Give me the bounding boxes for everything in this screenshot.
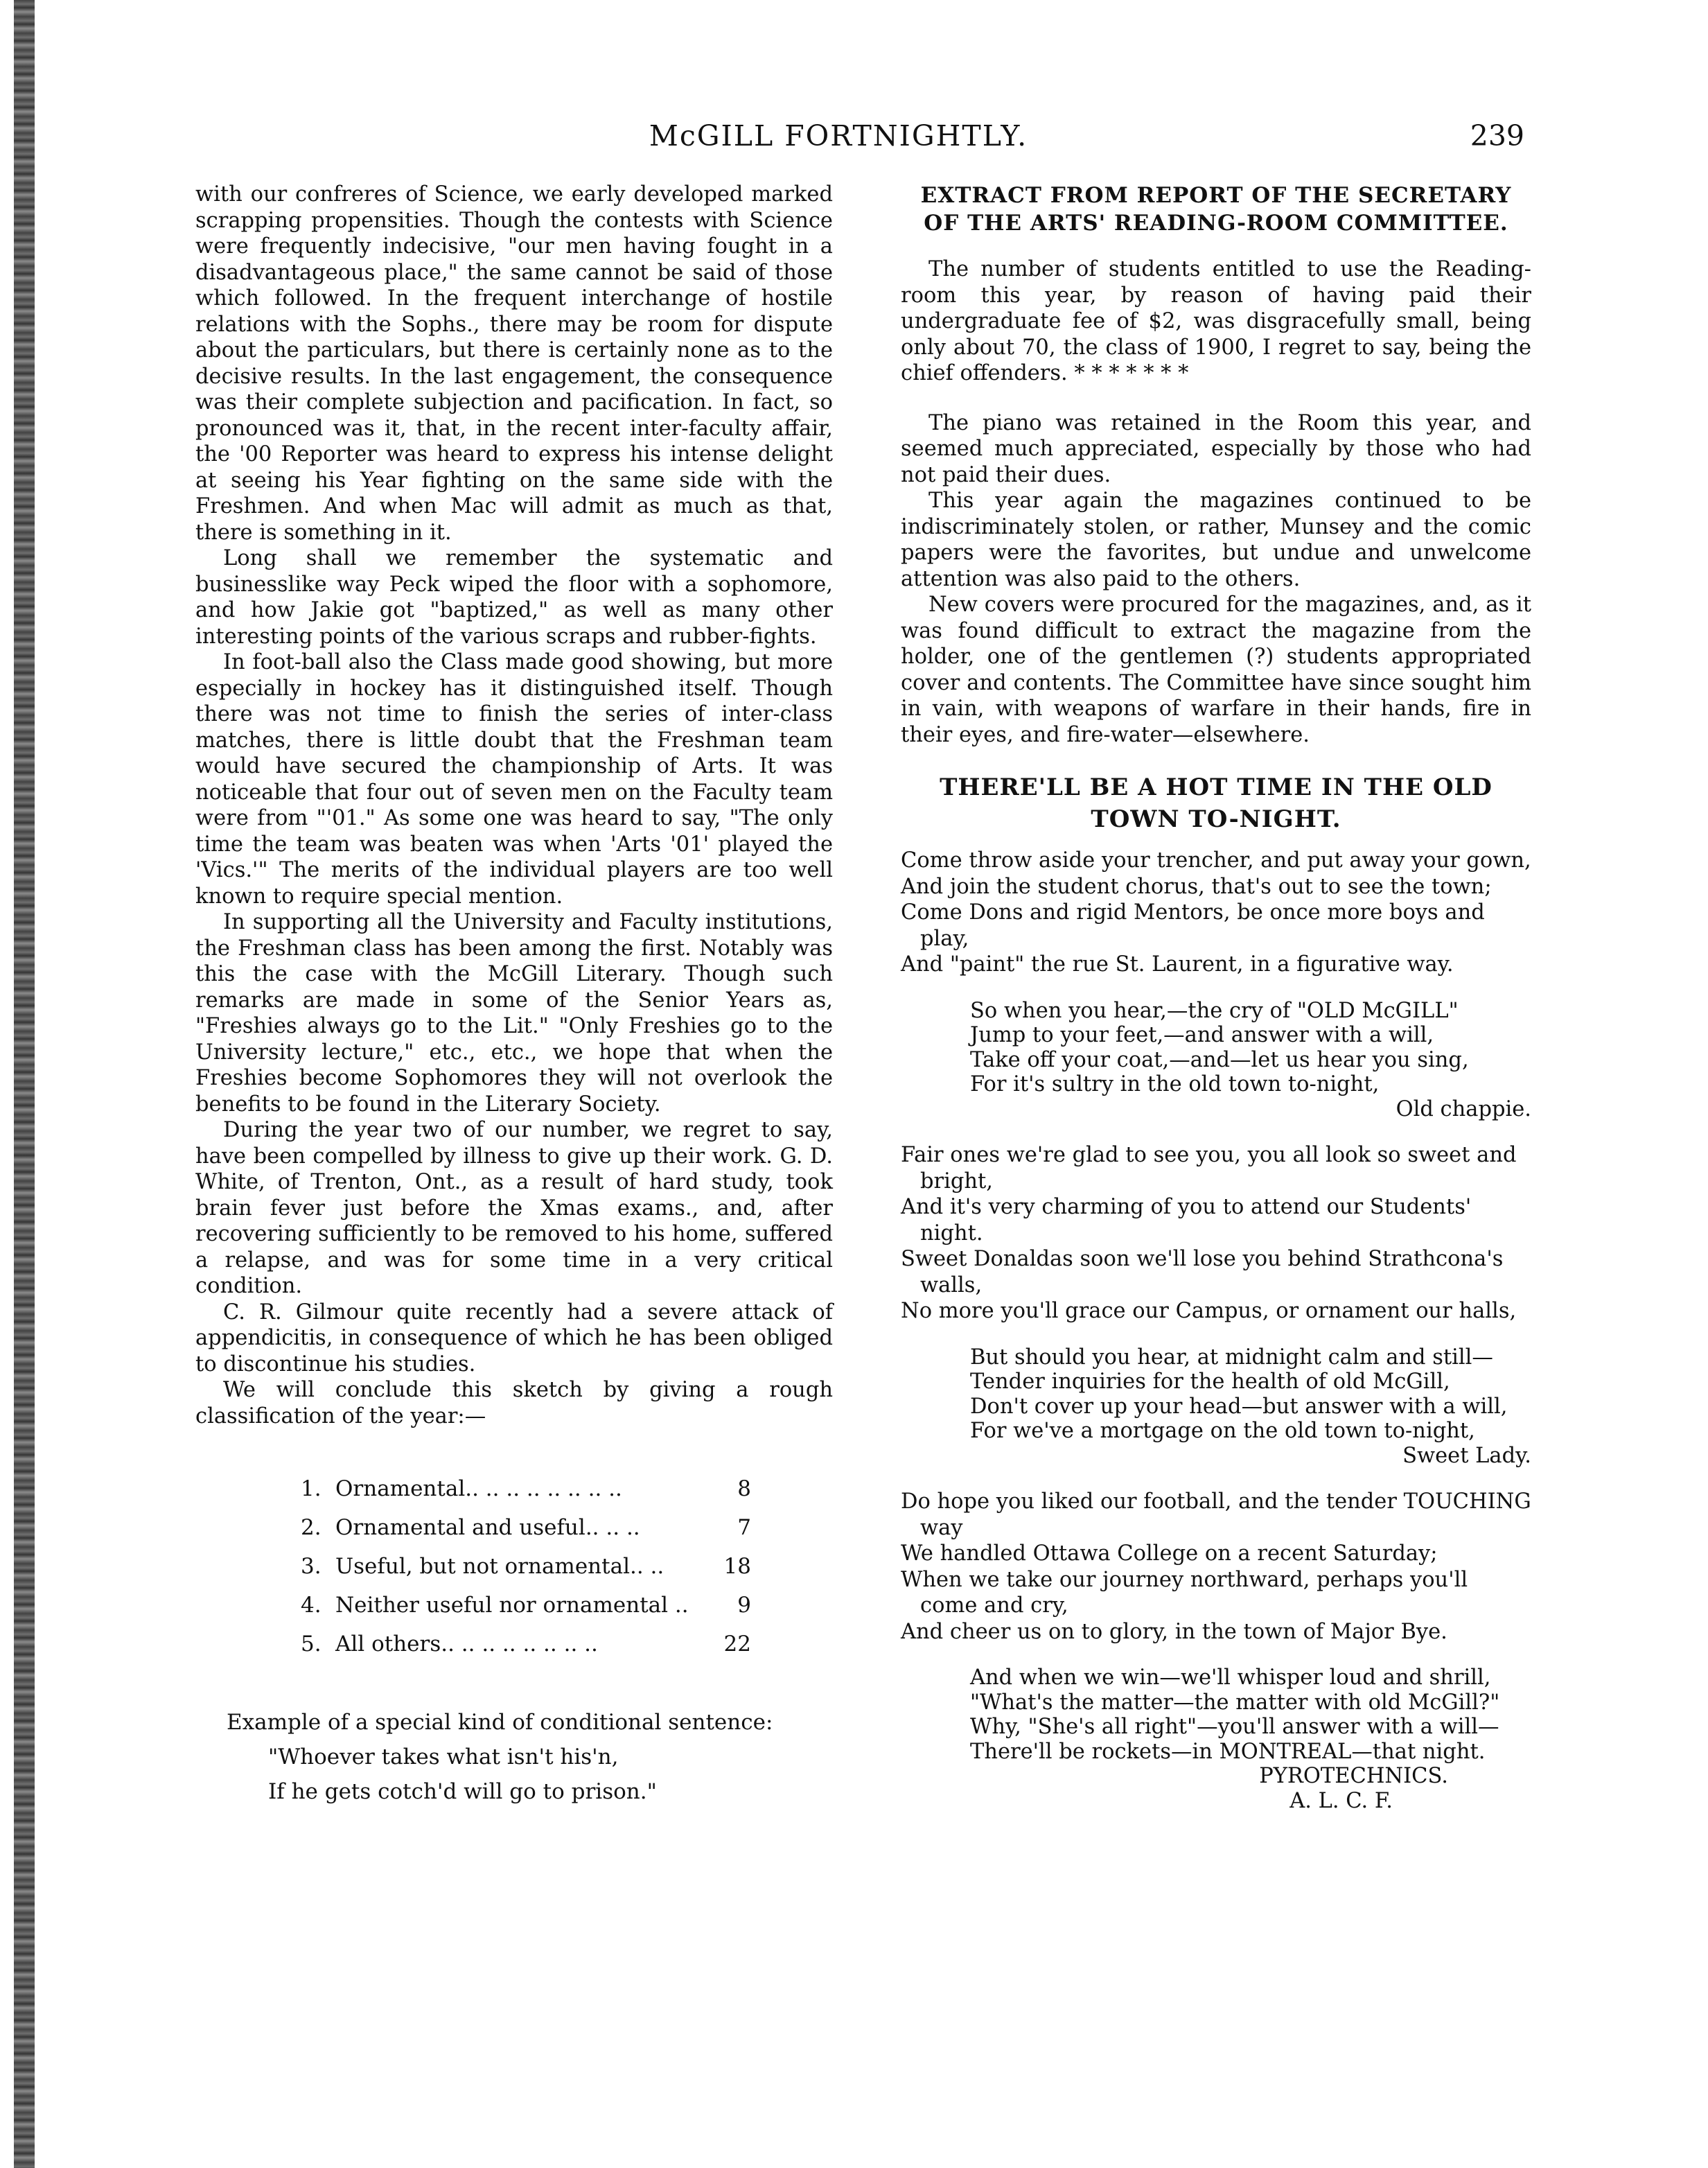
item-label: Neither useful nor ornamental .. (335, 1593, 689, 1618)
chorus-line: And when we win—we'll whisper loud and shrill, (970, 1666, 1491, 1690)
verse-line: And it's very charming of you to attend our Students' night. (901, 1195, 1472, 1245)
verse-3 (901, 1489, 1531, 1645)
verse-line: Come throw aside your trencher, and put away your gown, (901, 848, 1531, 873)
item-value: 8 (737, 1476, 751, 1501)
item-value: 18 (723, 1554, 751, 1579)
paragraph: During the year two of our number, we regret to say, have been compelled by illness to give up their work. G. D. White, of Trenton, Ont., as a result of hard study, took brain fever just before the Xmas exams., and, after recovering sufficiently to be removed to his home, suffered a relapse, and was for some time in a very critical condition. (195, 1118, 833, 1298)
verse-line: When we take our journey northward, perhaps you'll come and cry, (901, 1567, 1468, 1618)
list-item (301, 1586, 751, 1625)
verse-line: Come Dons and rigid Mentors, be once more boys and play, (901, 900, 1485, 951)
verse-line: We handled Ottawa College on a recent Saturday; (901, 1541, 1438, 1566)
verse-line: Sweet Donaldas soon we'll lose you behind Strathcona's walls, (901, 1247, 1504, 1297)
paragraph: Long shall we remember the systematic and businesslike way Peck wiped the floor with a sophomore, and how Jakie got "baptized," as well as many other interesting points of the various scraps and rubber-fights. (195, 546, 833, 649)
author-pseudonym: PYROTECHNICS. (1259, 1764, 1448, 1788)
chorus-line: There'll be rockets—in MONTREAL—that night. (970, 1739, 1486, 1764)
verse-1 (901, 848, 1531, 978)
scanned-page-edge (14, 0, 35, 2168)
chorus-1 (901, 999, 1531, 1122)
item-number: 1. (301, 1476, 322, 1501)
paragraph: This year again the magazines continued to be indiscriminately stolen, or rather, Munsey and the comic papers were the favorites, but undue and unwelcome attention was also paid to the others. (901, 489, 1531, 591)
classification-list (195, 1469, 833, 1663)
verse-line: And cheer us on to glory, in the town of Major Bye. (901, 1619, 1447, 1644)
list-item (301, 1625, 751, 1663)
item-number: 5. (301, 1632, 322, 1656)
example-line: If he gets cotch'd will go to prison." (268, 1779, 657, 1804)
page-number: 239 (1470, 119, 1524, 152)
chorus-line: So when you hear,—the cry of "OLD McGILL" (970, 998, 1459, 1023)
paragraph: In foot-ball also the Class made good showing, but more especially in hockey has it distinguished itself. Though there was not time to finish the series of inter-class matches, there is little doubt that the Freshman team would have secured the championship of Arts. It was noticeable that four out of seven men on the Faculty team were from "'01." As some one was heard to say, "The only time the team was beaten was when 'Arts '01' played the 'Vics.'" The merits of the individual players are too well known to require special mention. (195, 650, 833, 909)
item-number: 4. (301, 1593, 322, 1618)
list-item (301, 1508, 751, 1547)
item-value: 22 (723, 1632, 751, 1656)
item-label: All others.. .. .. .. .. .. .. .. (335, 1632, 598, 1656)
chorus-line: "What's the matter—the matter with old McGill?" (970, 1690, 1500, 1715)
paragraph: We will conclude this sketch by giving a rough classification of the year:— (195, 1378, 833, 1428)
report-heading: EXTRACT FROM REPORT OF THE SECRETARY OF THE ARTS' READING-ROOM COMMITTEE. (920, 183, 1512, 236)
list-item (301, 1469, 751, 1508)
verse-line: And join the student chorus, that's out to see the town; (901, 874, 1492, 899)
item-label: Ornamental.. .. .. .. .. .. .. .. (335, 1476, 622, 1501)
example-block (195, 1705, 833, 1809)
verse-2 (901, 1142, 1531, 1325)
item-number: 2. (301, 1515, 322, 1540)
chorus-line: For it's sultry in the old town to-night, (970, 1072, 1380, 1096)
item-value: 9 (737, 1593, 751, 1618)
item-number: 3. (301, 1554, 322, 1579)
chorus-line: But should you hear, at midnight calm and still— (970, 1345, 1493, 1370)
running-header-title: McGILL FORTNIGHTLY. (649, 119, 1028, 152)
example-intro: Example of a special kind of conditional sentence: (227, 1710, 773, 1735)
song-heading: THERE'LL BE A HOT TIME IN THE OLD TOWN TO-NIGHT. (940, 773, 1493, 833)
example-line: "Whoever takes what isn't his'n, (268, 1745, 619, 1769)
chorus-line: Don't cover up your head—but answer with a will, (970, 1394, 1508, 1419)
left-column (195, 182, 833, 1809)
chorus-line: Take off your coat,—and—let us hear you sing, (970, 1047, 1469, 1072)
chorus-line: Tender inquiries for the health of old McGill, (970, 1370, 1450, 1394)
chorus-line: Why, "She's all right"—you'll answer with a will— (970, 1715, 1499, 1739)
paragraph: New covers were procured for the magazines, and, as it was found difficult to extract the magazine from the holder, one of the gentlemen (?) students appropriated cover and contents. The Committee have since sought him in vain, with weapons of warfare in their hands, fire in their eyes, and fire-water—elsewhere. (901, 593, 1531, 747)
verse-line: Fair ones we're glad to see you, you all look so sweet and bright, (901, 1143, 1517, 1194)
verse-line: No more you'll grace our Campus, or ornament our halls, (901, 1299, 1517, 1323)
verse-line: Do hope you liked our football, and the tender TOUCHING way (901, 1489, 1531, 1540)
item-label: Useful, but not ornamental.. .. (335, 1554, 664, 1579)
chorus-3 (901, 1666, 1531, 1764)
author-initials: A. L. C. F. (1289, 1789, 1393, 1813)
chorus-line: For we've a mortgage on the old town to-night, (970, 1419, 1475, 1443)
list-item (301, 1547, 751, 1586)
paragraph: C. R. Gilmour quite recently had a severe attack of appendicitis, in consequence of which he has been obliged to discontinue his studies. (195, 1300, 833, 1376)
item-label: Ornamental and useful.. .. .. (335, 1515, 640, 1540)
chorus-signature: Old chappie. (1396, 1096, 1531, 1121)
paragraph: with our confreres of Science, we early developed marked scrapping propensities. Though the contests with Science were frequently indecisive, "our men having fought in a disadvantageous place," the same cannot be said of those which followed. In the frequent interchange of hostile relations with the Sophs., there may be room for dispute about the particulars, but there is certainly none as to the decisive results. In the last engagement, the consequence was their complete subjection and pacification. In fact, so pronounced was it, that, in the recent inter-faculty affair, the '00 Reporter was heard to express his intense delight at seeing his Year fighting on the same side with the Freshmen. And when Mac will admit as much as that, there is something in it. (195, 182, 833, 545)
chorus-2 (901, 1345, 1531, 1469)
chorus-line: Jump to your feet,—and answer with a will, (970, 1023, 1434, 1047)
chorus-signature: Sweet Lady. (1402, 1443, 1531, 1468)
paragraph: The piano was retained in the Room this year, and seemed much appreciated, especially by those who had not paid their dues. (901, 410, 1531, 487)
right-column (901, 182, 1531, 1814)
paragraph: The number of students entitled to use the Reading-room this year, by reason of having paid their undergraduate fee of $2, was disgracefully small, being only about 70, the class of 1900, I regret to say, being the chief offenders. * * * * * * * (901, 257, 1531, 385)
item-value: 7 (737, 1515, 751, 1540)
paragraph: In supporting all the University and Faculty institutions, the Freshman class has been among the first. Notably was this the case with the McGill Literary. Though such remarks are made in some of the Senior Years as, "Freshies always go to the Lit." "Only Freshies go to the University lecture," etc., etc., we hope that when the Freshies become Sophomores they will not overlook the benefits to be found in the Literary Society. (195, 910, 833, 1117)
verse-line: And "paint" the rue St. Laurent, in a figurative way. (901, 952, 1454, 977)
